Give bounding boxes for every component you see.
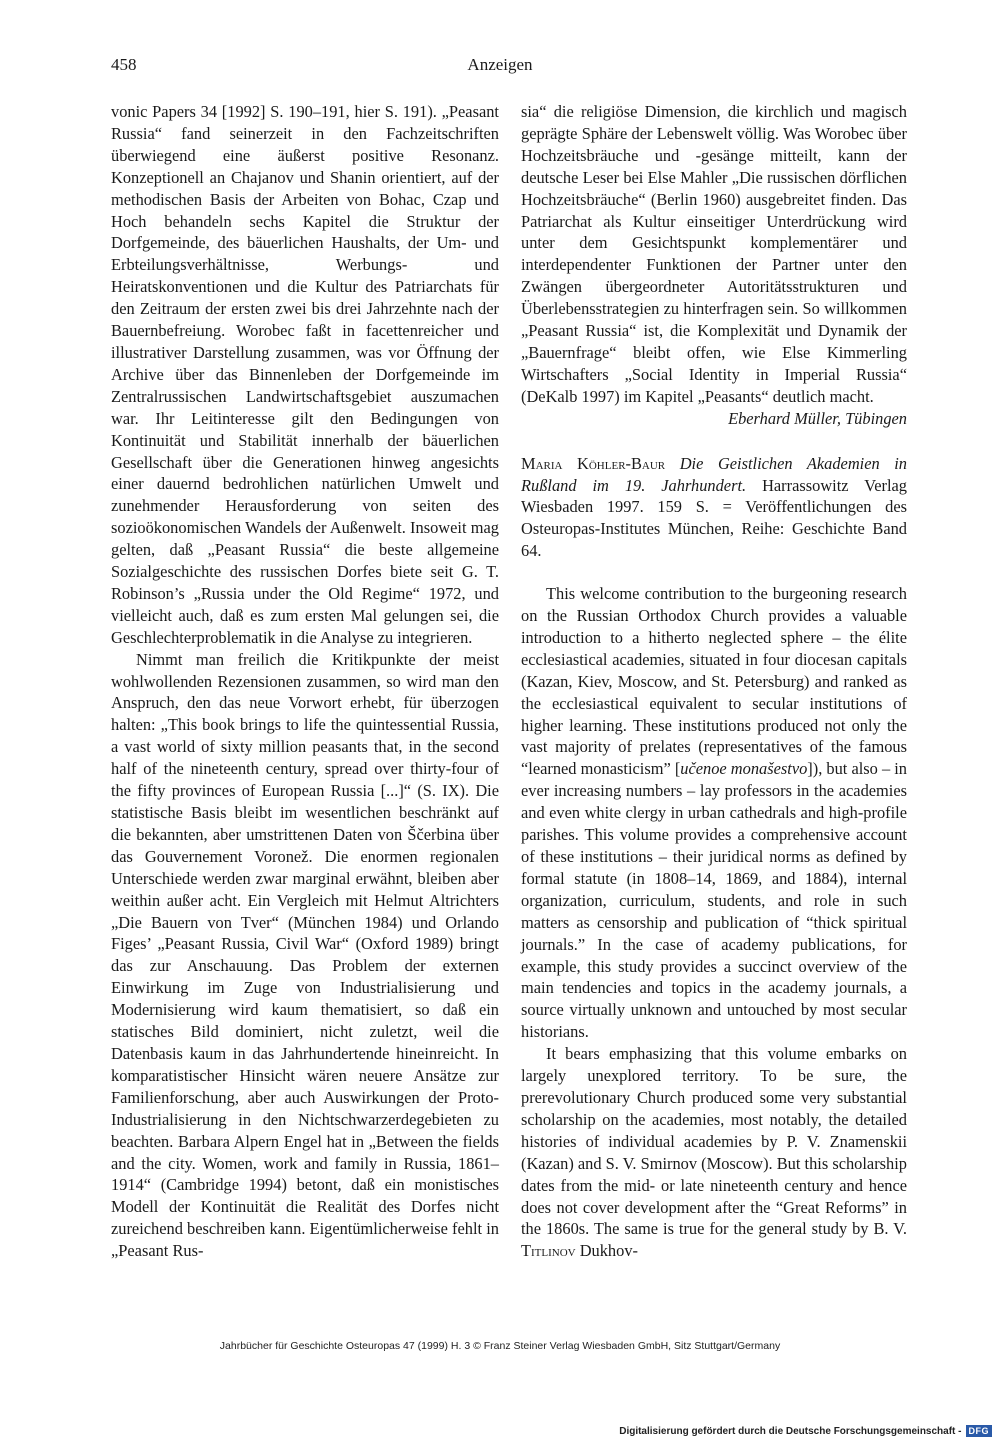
paragraph: sia“ die religiöse Dimension, die kirchlich und magisch geprägte Sphäre der Lebenswelt völlig. Was Worobec über Hochzeitsbräuche und -gesänge mitteilt, kann der deutsche Leser bei Else Mahler „Die russischen dörflichen Hochzeitsbräuche“ (Berlin 1960) ausgebreitet finden. Das Patriarchat als Kultur einseitiger Unterdrückung wird unter dem Gesichtspunkt komplementärer und interdependenter Funktionen der Partner unter den Zwängen übergeordneter Autoritätsstrukturen und Überlebensstrategien zu hinterfragen sein. So willkommen „Peasant Russia“ ist, die Komplexität und Dynamik der „Bauernfrage“ bleibt offen, wie Else Kimmerling Wirtschafters „Social Identity in Imperial Russia“ (DeKalb 1997) im Kapitel „Peasants“ deutlich macht. xyxy=(521,102,907,406)
review-author: Maria Köhler-Baur xyxy=(521,453,666,473)
paragraph: Nimmt man freilich die Kritikpunkte der meist wohlwollenden Rezensionen zusammen, so wird man den Anspruch, den das neue Vorwort erhebt, für überzogen halten: „This book brings to life the quintessential Russia, a vast world of sixty million peasants that, in the second half of the nineteenth century, spread over thirty-four of the fifty provinces of European Russia [...]“ (S. IX). Die statistische Basis bleibt im wesentlichen beschränkt auf die bekannten, aber umstrittenen Daten von Ščerbina über das Gouvernement Voronež. Die enormen regionalen Unterschiede werden zwar marginal erwähnt, bleiben aber weithin außer acht. Ein Vergleich mit Helmut Altrichters „Die Bauern von Tver“ (München 1984) und Orlando Figes’ „Peasant Russia, Civil War“ (Oxford 1989) bringt das zur Anschauung. Das Problem der externen Einwirkung im Zuge von Industrialisierung und Modernisierung wird kaum thematisiert, so daß ein statisches Bild dominiert, nicht zuletzt, weil die Datenbasis kaum in das Jahrhundertende hineinreicht. In komparatistischer Hinsicht wären neuere Ansätze zur Familienforschung, aber auch Auswirkungen der Proto-Industrialisierung in den Nichtschwarzerdegebieten zu beachten. Barbara Alpern Engel hat in „Between the fields and the city. Women, work and family in Russia, 1861–1914“ (Cambridge 1994) betont, daß ein monistisches Modell der Kontinuität die Realität des Dorfes nicht zureichend beschreiben kann. Eigentümlicherweise fehlt in „Peasant Rus- xyxy=(111,649,499,1261)
right-column xyxy=(521,101,907,1262)
author-name: Titlinov xyxy=(521,1241,576,1261)
reviewer-signature: Eberhard Müller, Tübingen xyxy=(728,408,907,428)
paragraph: This welcome contribution to the burgeoning research on the Russian Orthodox Church provides a valuable introduction to a hitherto neglected sphere – the élite ecclesiastical academies, situated in four diocesan capitals (Kazan, Kiev, Moscow, and St. Petersburg) and ranked as the ecclesiastical equivalent to secular institutions of higher learning. These institutions produced not only the vast majority of prelates (representatives of the famous “learned monasticism” [učenoe monašestvo]), but also – in ever increasing numbers – lay professors in the academies and even white clergy in urban cathedrals and high-profile parishes. This volume provides a comprehensive account of these institutions – their juridical norms as defined by formal statute (in 1808–14, 1869, and 1884), internal organization, curriculum, students, and role in such matters as censorship and publication of “thick spiritual journals.” In the case of academy publications, for example, this study provides a succinct overview of the main tendencies and topics in the academy journals, a source virtually unknown and untouched by most secular historians. xyxy=(521,584,907,1042)
review-title: Die Geistlichen Akademien in Rußland im 19. Jahrhundert. xyxy=(521,453,907,495)
dfg-credit xyxy=(619,1425,992,1437)
paragraph: vonic Papers 34 [1992] S. 190–191, hier S. 191). „Peasant Russia“ fand seinerzeit in den Fachzeitschriften überwiegend eine äußerst positive Resonanz. Konzeptionell an Chajanov und Shanin orientiert, auf der methodischen Basis der Arbeiten von Bohac, Czap und Hoch behandeln sechs Kapitel die Struktur der Dorfgemeinde, des bäuerlichen Haushalts, der Um- und Erbteilungsverhältnisse, Werbungs- und Heiratskonventionen und die Kultur des Patriarchats für den Zeitraum der ersten zwei bis drei Jahrzehnte nach der Bauernbefreiung. Worobec faßt in facettenreicher und illustrativer Darstellung zusammen, was vor Öffnung der Archive über das Binnenleben der Dorfgemeinde im Zentralrussischen Landwirtschaftsgebiet auszumachen war. Ihr Leitinteresse gilt den Bedingungen von Kontinuität und Stabilität innerhalb der bäuerlichen Gesellschaft über die Generationen hinweg angesichts einer dauernd bedrohlichen natürlichen Umwelt und zunehmender Herausforderung von seiten des sozioökonomischen Wandels der Außenwelt. Insoweit mag gelten, daß „Peasant Russia“ die beste allgemeine Sozialgeschichte des russischen Dorfes biete seit G. T. Robinson’s „Russia under the Old Regime“ 1972, und vielleicht auch, daß es zum ersten Mal gelungen sei, die Geschlechterproblematik in die Analyse zu integrieren. xyxy=(111,102,499,647)
paragraph: It bears emphasizing that this volume embarks on largely unexplored territory. To be sure, the prerevolutionary Church produced some very substantial scholarship on the academies, most notably, the detailed histories of individual academies by P. V. Znamenskii (Kazan) and S. V. Smirnov (Moscow). But this scholarship dates from the mid- or late nineteenth century and hence does not cover development after the “Great Reforms” in the 1860s. The same is true for the general study by B. V. Titlinov Dukhov- xyxy=(521,1044,907,1261)
journal-footer: Jahrbücher für Geschichte Osteuropas 47 (1999) H. 3 © Franz Steiner Verlag Wiesbaden GmbH, Sitz Stuttgart/Germany xyxy=(219,1340,781,1352)
russian-term: učenoe monašestvo xyxy=(680,759,808,779)
dfg-credit-text: Digitalisierung gefördert durch die Deutsche Forschungsgemeinschaft - xyxy=(619,1425,962,1437)
review-publication: Harrassowitz Verlag Wiesbaden 1997. 159 S. = Veröffentlichungen des Osteuropas-Institutes München, Reihe: Geschichte Band 64. xyxy=(521,475,907,561)
dfg-logo-icon: DFG xyxy=(966,1425,993,1437)
left-column xyxy=(111,101,499,1262)
page-number: 458 xyxy=(111,55,137,74)
review-heading xyxy=(521,453,907,563)
running-head: Anzeigen xyxy=(467,55,533,74)
